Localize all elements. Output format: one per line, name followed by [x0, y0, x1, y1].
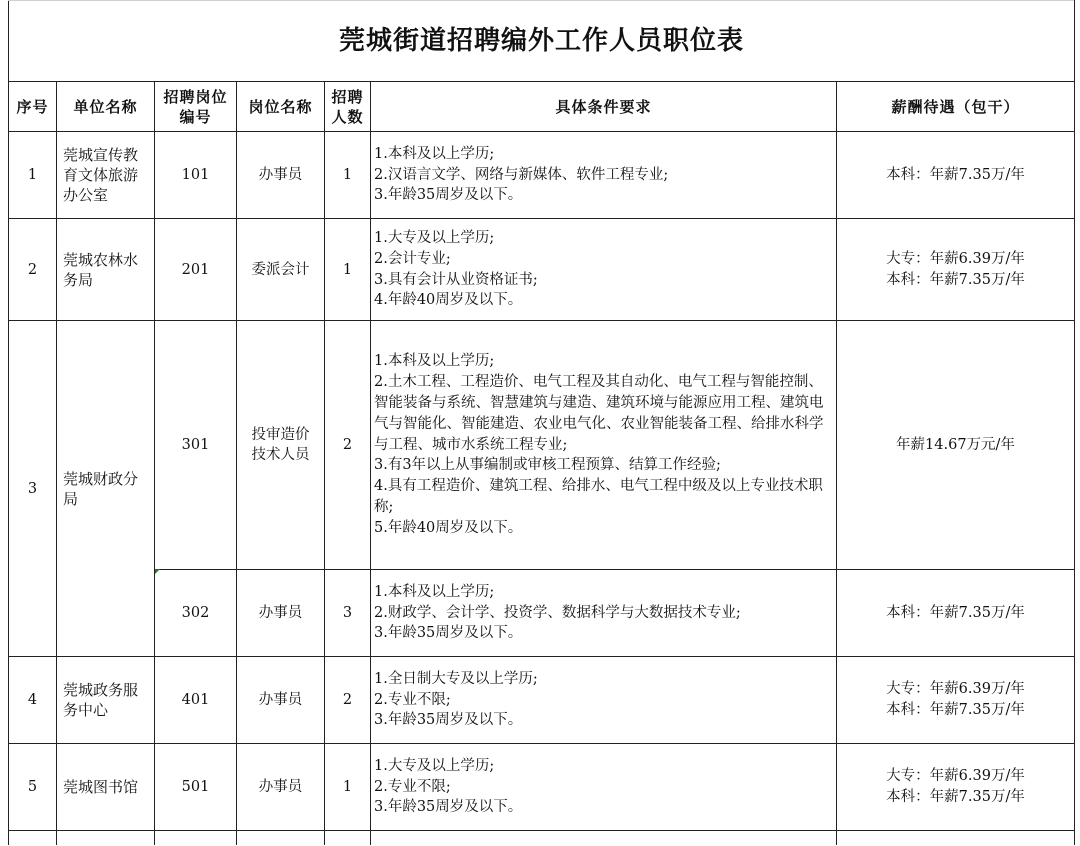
header-code: [155, 82, 237, 132]
requirement-line: 3.年龄35周岁及以下。: [374, 187, 523, 204]
blank-cell: [9, 831, 57, 846]
row-code: 201: [155, 219, 237, 321]
salary-line: 大专：年薪6.39万/年: [886, 768, 1025, 784]
blank-cell: [57, 831, 155, 846]
salary-line: 本科：年薪7.35万/年: [886, 166, 1025, 183]
job-table-sheet: [8, 0, 1074, 846]
trailing-blank-row: [9, 831, 1075, 846]
requirement-line: 2.土木工程、工程造价、电气工程及其自动化、电气工程与智能控制、智能装备与系统、智慧建筑与建造、建筑环境与能源应用工程、建筑电气与智能化、智能建造、农业电气化、农业智能装备工程、给排水科学与工程、城市水系统工程专业;: [374, 374, 824, 453]
salary-line: 年薪14.67万元/年: [896, 436, 1015, 453]
table-row: [9, 657, 1075, 744]
table-row: [9, 321, 1075, 570]
row-code: 501: [155, 744, 237, 831]
row-post: 办事员: [237, 570, 325, 657]
row-requirements: [371, 321, 837, 570]
requirement-line: 3.具有会计从业资格证书;: [374, 271, 538, 288]
requirement-line: 1.本科及以上学历;: [374, 583, 495, 600]
row-post: 办事员: [237, 657, 325, 744]
salary-line: 大专：年薪6.39万/年: [886, 250, 1025, 267]
requirement-line: 1.本科及以上学历;: [374, 145, 495, 162]
row-requirements: [371, 570, 837, 657]
row-unit: 莞城宣传教育文体旅游办公室: [57, 132, 155, 219]
requirement-line: 5.年龄40周岁及以下。: [374, 519, 523, 536]
table-row: [9, 744, 1075, 831]
table-row: [9, 132, 1075, 219]
row-salary: [837, 321, 1075, 570]
row-seq: 5: [9, 744, 57, 831]
row-count: 3: [325, 570, 371, 657]
page-title: 莞城街道招聘编外工作人员职位表: [9, 1, 1075, 82]
row-code: 401: [155, 657, 237, 744]
header-post: 岗位名称: [237, 82, 325, 132]
row-post: 投审造价技术人员: [237, 321, 325, 570]
requirement-line: 1.全日制大专及以上学历;: [374, 670, 538, 687]
row-seq: 2: [9, 219, 57, 321]
row-count: 1: [325, 132, 371, 219]
requirement-line: 4.年龄40周岁及以下。: [374, 292, 523, 309]
requirement-line: 3.年龄35周岁及以下。: [374, 625, 523, 642]
requirement-line: 1.大专及以上学历;: [374, 757, 495, 774]
blank-cell: [837, 831, 1075, 846]
row-count: 2: [325, 321, 371, 570]
row-salary: [837, 132, 1075, 219]
requirement-line: 2.财政学、会计学、投资学、数据科学与大数据技术专业;: [374, 604, 741, 621]
header-count: [325, 82, 371, 132]
row-count: 1: [325, 219, 371, 321]
requirement-line: 1.大专及以上学历;: [374, 229, 495, 246]
row-requirements: [371, 657, 837, 744]
row-count: 2: [325, 657, 371, 744]
row-code: 301: [155, 321, 237, 570]
row-count: 1: [325, 744, 371, 831]
requirement-line: 3.年龄35周岁及以下。: [374, 799, 523, 816]
salary-line: 本科：年薪7.35万/年: [886, 604, 1025, 621]
header-seq: 序号: [9, 82, 57, 132]
cell-comment-marker: [155, 569, 160, 574]
row-salary: [837, 570, 1075, 657]
salary-line: 大专：年薪6.39万/年: [886, 681, 1025, 697]
header-unit: 单位名称: [57, 82, 155, 132]
row-unit: 莞城财政分局: [57, 321, 155, 657]
salary-line: 本科：年薪7.35万/年: [886, 789, 1025, 805]
header-salary: 薪酬待遇（包干）: [837, 82, 1075, 132]
row-salary: [837, 219, 1075, 321]
blank-cell: [155, 831, 237, 846]
requirement-line: 2.会计专业;: [374, 250, 451, 267]
blank-cell: [325, 831, 371, 846]
row-code: 101: [155, 132, 237, 219]
header-code-line1: 招聘岗位: [163, 87, 228, 106]
blank-cell: [371, 831, 837, 846]
requirement-line: 4.具有工程造价、建筑工程、给排水、电气工程中级及以上专业技术职称;: [374, 478, 823, 515]
salary-line: 本科：年薪7.35万/年: [886, 702, 1025, 718]
header-code-line2: 编号: [179, 107, 212, 126]
salary-line: 本科：年薪7.35万/年: [886, 271, 1025, 288]
table-row: [9, 219, 1075, 321]
requirement-line: 2.专业不限;: [374, 778, 451, 795]
header-requirements: 具体条件要求: [371, 82, 837, 132]
row-salary: [837, 657, 1075, 744]
requirement-line: 2.专业不限;: [374, 691, 451, 708]
row-seq: 4: [9, 657, 57, 744]
requirement-line: 1.本科及以上学历;: [374, 353, 495, 370]
row-post: 委派会计: [237, 219, 325, 321]
row-requirements: [371, 132, 837, 219]
row-code: 302: [155, 570, 237, 657]
row-salary: [837, 744, 1075, 831]
requirement-line: 2.汉语言文学、网络与新媒体、软件工程专业;: [374, 166, 669, 183]
row-unit: 莞城政务服务中心: [57, 657, 155, 744]
row-seq: 1: [9, 132, 57, 219]
requirement-line: 3.有3年以上从事编制或审核工程预算、结算工作经验;: [374, 457, 721, 474]
requirement-line: 3.年龄35周岁及以下。: [374, 712, 523, 729]
job-table: [8, 0, 1075, 845]
row-post: 办事员: [237, 132, 325, 219]
header-count-line1: 招聘: [331, 87, 364, 106]
header-count-line2: 人数: [331, 107, 364, 126]
header-row: [9, 82, 1075, 132]
row-requirements: [371, 744, 837, 831]
row-unit: 莞城农林水务局: [57, 219, 155, 321]
row-post: 办事员: [237, 744, 325, 831]
row-seq: 3: [9, 321, 57, 657]
row-requirements: [371, 219, 837, 321]
row-unit: 莞城图书馆: [57, 744, 155, 831]
blank-cell: [237, 831, 325, 846]
table-row: [9, 570, 1075, 657]
